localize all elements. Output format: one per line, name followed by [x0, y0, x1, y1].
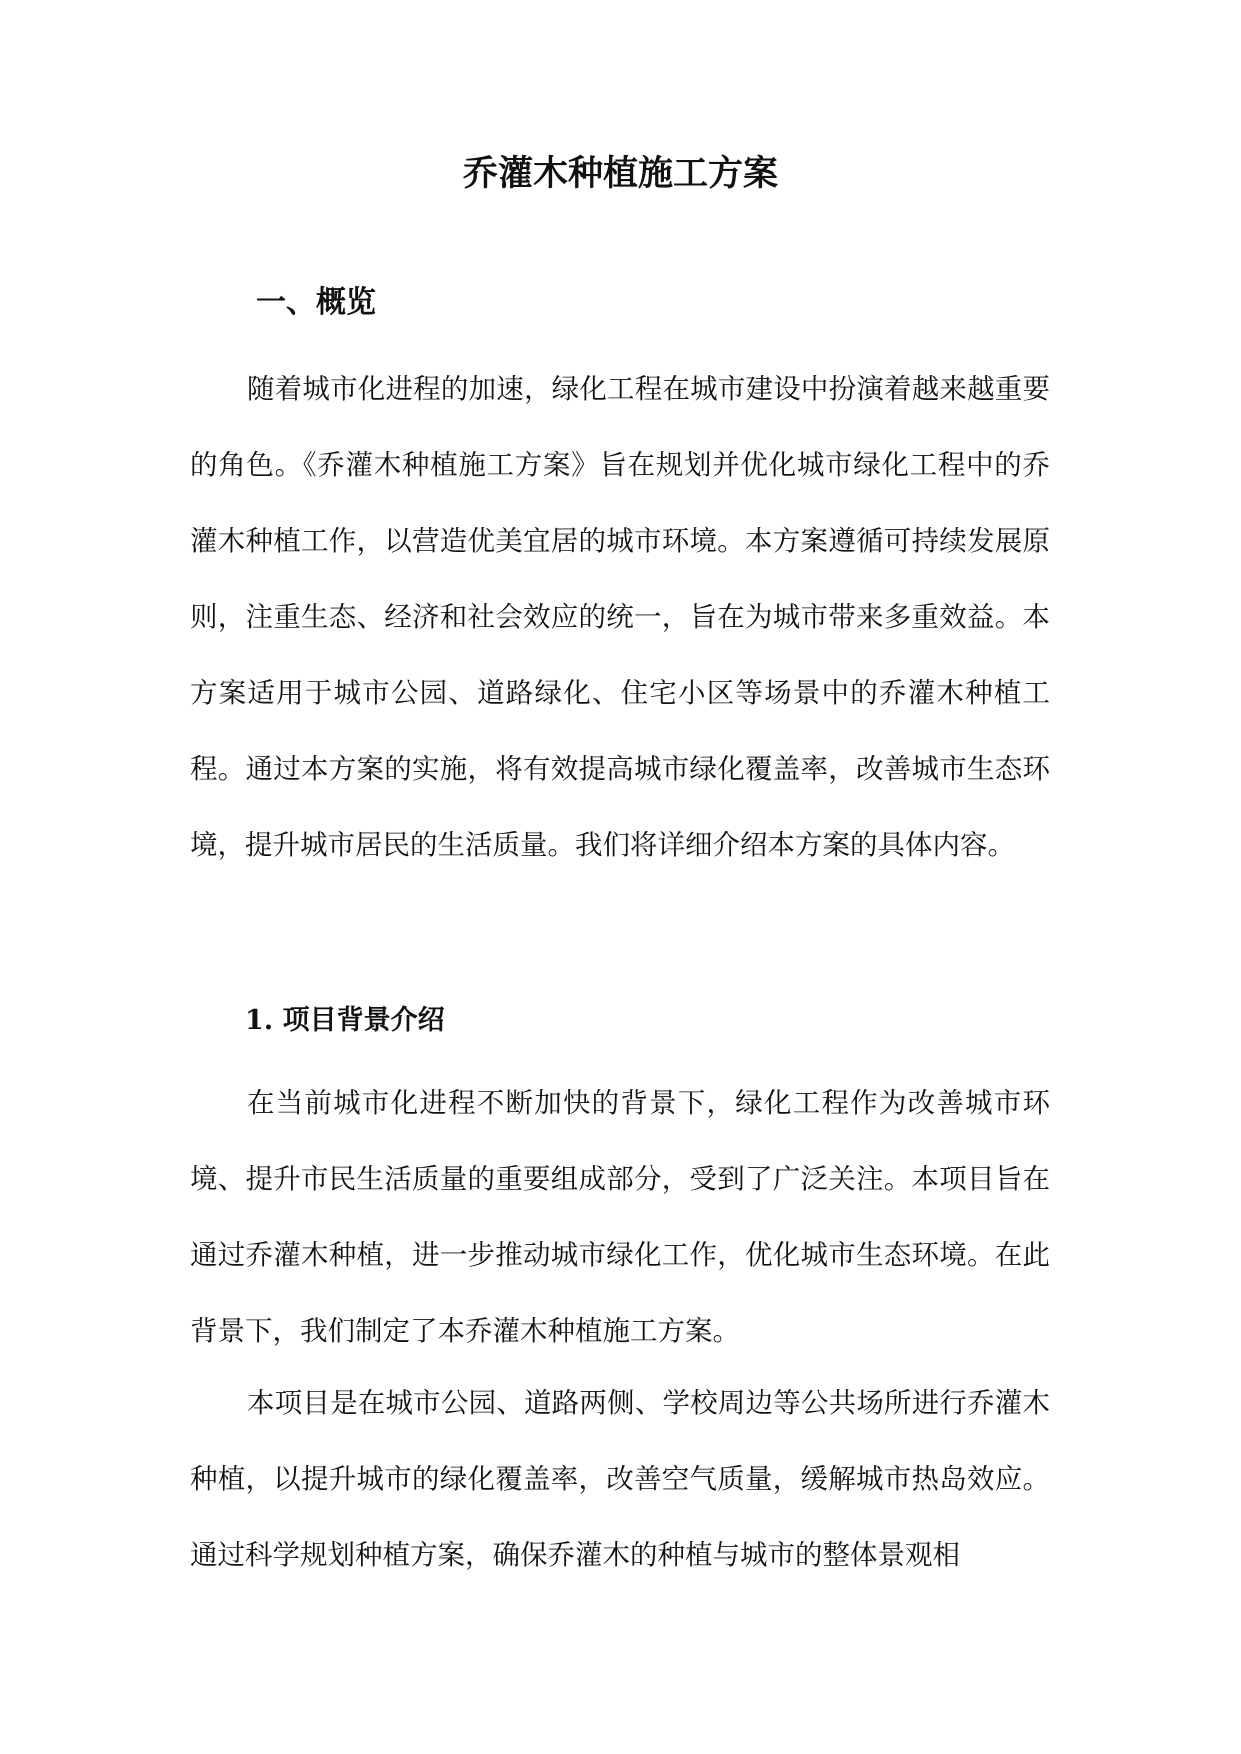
section-heading-overview: 一、概览 [256, 285, 376, 320]
overview-paragraph: 随着城市化进程的加速，绿化工程在城市建设中扮演着越来越重要的角色。《乔灌木种植施工方案》旨在规划并优化城市绿化工程中的乔灌木种植工作，以营造优美宜居的城市环境。本方案遵循可持续发展原则，注重生态、经济和社会效应的统一，旨在为城市带来多重效益。本方案适用于城市公园、道路绿化、住宅小区等场景中的乔灌木种植工程。通过本方案的实施，将有效提高城市绿化覆盖率，改善城市生态环境，提升城市居民的生活质量。我们将详细介绍本方案的具体内容。 [190, 373, 1050, 861]
section-heading-project-background: 1. 项目背景介绍 [245, 1005, 445, 1036]
background-paragraph-1: 在当前城市化进程不断加快的背景下，绿化工程作为改善城市环境、提升市民生活质量的重要组成部分，受到了广泛关注。本项目旨在通过乔灌木种植，进一步推动城市绿化工作，优化城市生态环境。在此背景下，我们制定了本乔灌木种植施工方案。 [190, 1087, 1050, 1347]
document-title: 乔灌木种植施工方案 [462, 153, 778, 194]
background-paragraph-2: 本项目是在城市公园、道路两侧、学校周边等公共场所进行乔灌木种植，以提升城市的绿化覆盖率，改善空气质量，缓解城市热岛效应。通过科学规划种植方案，确保乔灌木的种植与城市的整体景观相 [190, 1387, 1050, 1571]
